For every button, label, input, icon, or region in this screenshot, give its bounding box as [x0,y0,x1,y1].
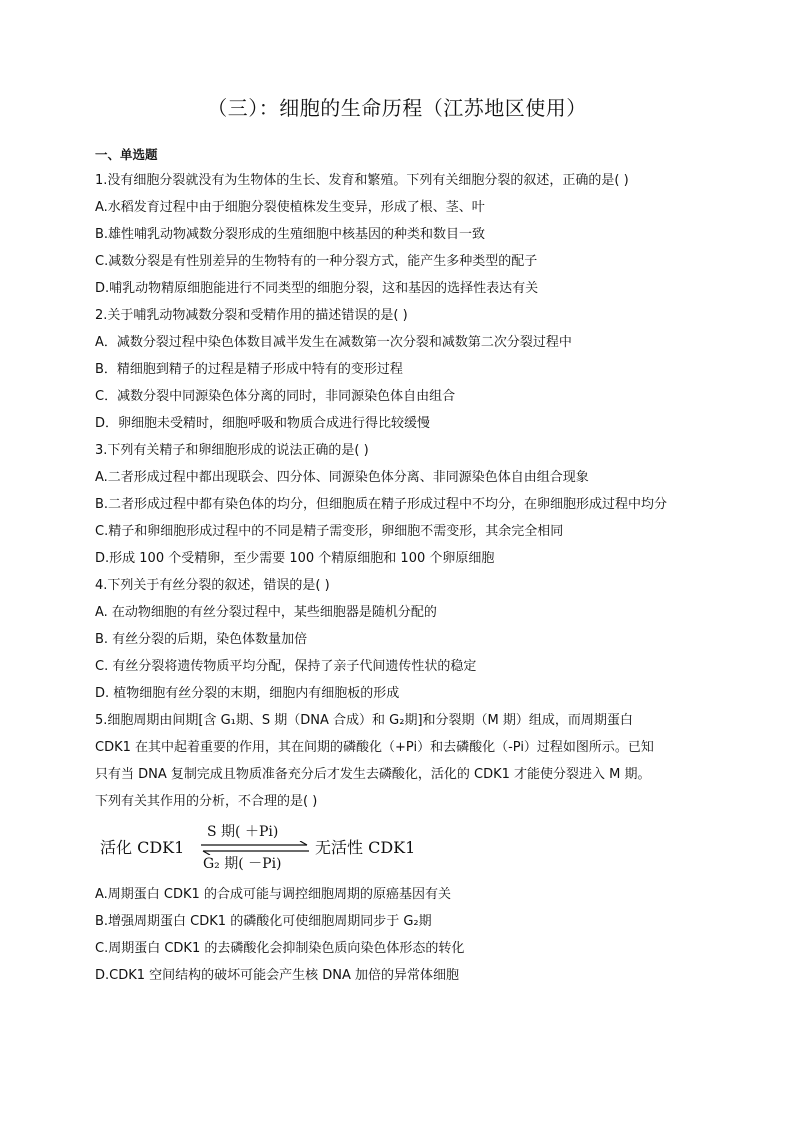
question-5-stem-line-2: CDK1 在其中起着重要的作用，其在间期的磷酸化（+Pi）和去磷酸化（-Pi）过程如图所示。已知 [95,740,654,755]
question-5-option-c: C.周期蛋白 CDK1 的去磷酸化会抑制染色质向染色体形态的转化 [95,941,465,956]
question-list [95,145,705,989]
question-5-option-b: B.增强周期蛋白 CDK1 的磷酸化可使细胞周期同步于 G₂期 [95,914,432,929]
question-4-stem: 4.下列关于有丝分裂的叙述，错误的是( ) [95,578,330,593]
question-2-option-d: D．卵细胞未受精时，细胞呼吸和物质合成进行得比较缓慢 [95,416,431,431]
question-4-option-d: D. 植物细胞有丝分裂的末期，细胞内有细胞板的形成 [95,686,400,701]
page-title: （三）：细胞的生命历程（江苏地区使用） [207,96,587,120]
question-1-option-d: D.哺乳动物精原细胞能进行不同类型的细胞分裂，这和基因的选择性表达有关 [95,281,539,296]
question-2 [95,302,705,437]
question-1-option-b: B.雄性哺乳动物减数分裂形成的生殖细胞中核基因的种类和数目一致 [95,227,486,242]
question-5 [95,707,705,989]
question-4-option-b: B. 有丝分裂的后期，染色体数量加倍 [95,632,308,647]
question-3-option-a: A.二者形成过程中都出现联会、四分体、同源染色体分离、非同源染色体自由组合现象 [95,470,589,485]
question-1-stem: 1.没有细胞分裂就没有为生物体的生长、发育和繁殖。下列有关细胞分裂的叙述，正确的是( ) [95,173,629,188]
question-1-option-c: C.减数分裂是有性别差异的生物特有的一种分裂方式，能产生多种类型的配子 [95,254,538,269]
reaction-diagram [95,821,705,879]
question-5-stem-line-1: 5.细胞周期由间期[含 G₁期、S 期（DNA 合成）和 G₂期]和分裂期（M 期）组成，而周期蛋白 [95,713,633,728]
question-2-option-c: C．减数分裂中同源染色体分离的同时，非同源染色体自由组合 [95,389,456,404]
reversible-arrow-icon [199,841,311,855]
question-3-option-d: D.形成 100 个受精卵，至少需要 100 个精原细胞和 100 个卵原细胞 [95,551,495,566]
reaction-reverse-condition: G₂ 期( －Pi) [203,856,282,872]
question-4-option-c: C. 有丝分裂将遗传物质平均分配，保持了亲子代间遗传性状的稳定 [95,659,477,674]
question-3 [95,437,705,572]
question-1-option-a: A.水稻发育过程中由于细胞分裂使植株发生变异，形成了根、茎、叶 [95,200,485,215]
question-2-option-a: A．减数分裂过程中染色体数目减半发生在减数第一次分裂和减数第二次分裂过程中 [95,335,572,350]
reaction-forward-condition: S 期( ＋Pi) [207,824,279,840]
question-5-option-d: D.CDK1 空间结构的破坏可能会产生核 DNA 加倍的异常体细胞 [95,968,460,983]
question-4-option-a: A. 在动物细胞的有丝分裂过程中，某些细胞器是随机分配的 [95,605,437,620]
reaction-left-label: 活化 CDK1 [100,838,185,857]
question-1 [95,167,705,302]
reaction-right-label: 无活性 CDK1 [315,838,416,857]
question-3-option-c: C.精子和卵细胞形成过程中的不同是精子需变形，卵细胞不需变形，其余完全相同 [95,524,564,539]
question-2-option-b: B．精细胞到精子的过程是精子形成中特有的变形过程 [95,362,403,377]
question-5-stem-line-4: 下列有关其作用的分析，不合理的是( ) [95,794,318,809]
question-5-option-a: A.周期蛋白 CDK1 的合成可能与调控细胞周期的原癌基因有关 [95,887,451,902]
question-5-stem-line-3: 只有当 DNA 复制完成且物质准备充分后才发生去磷酸化，活化的 CDK1 才能使分裂进入 M 期。 [95,767,651,782]
question-3-option-b: B.二者形成过程中都有染色体的均分，但细胞质在精子形成过程中不均分，在卵细胞形成过程中均分 [95,497,668,512]
question-4 [95,572,705,707]
section-heading: 一、单选题 [95,147,158,162]
question-3-stem: 3.下列有关精子和卵细胞形成的说法正确的是( ) [95,443,369,458]
question-2-stem: 2.关于哺乳动物减数分裂和受精作用的描述错误的是( ) [95,308,408,323]
